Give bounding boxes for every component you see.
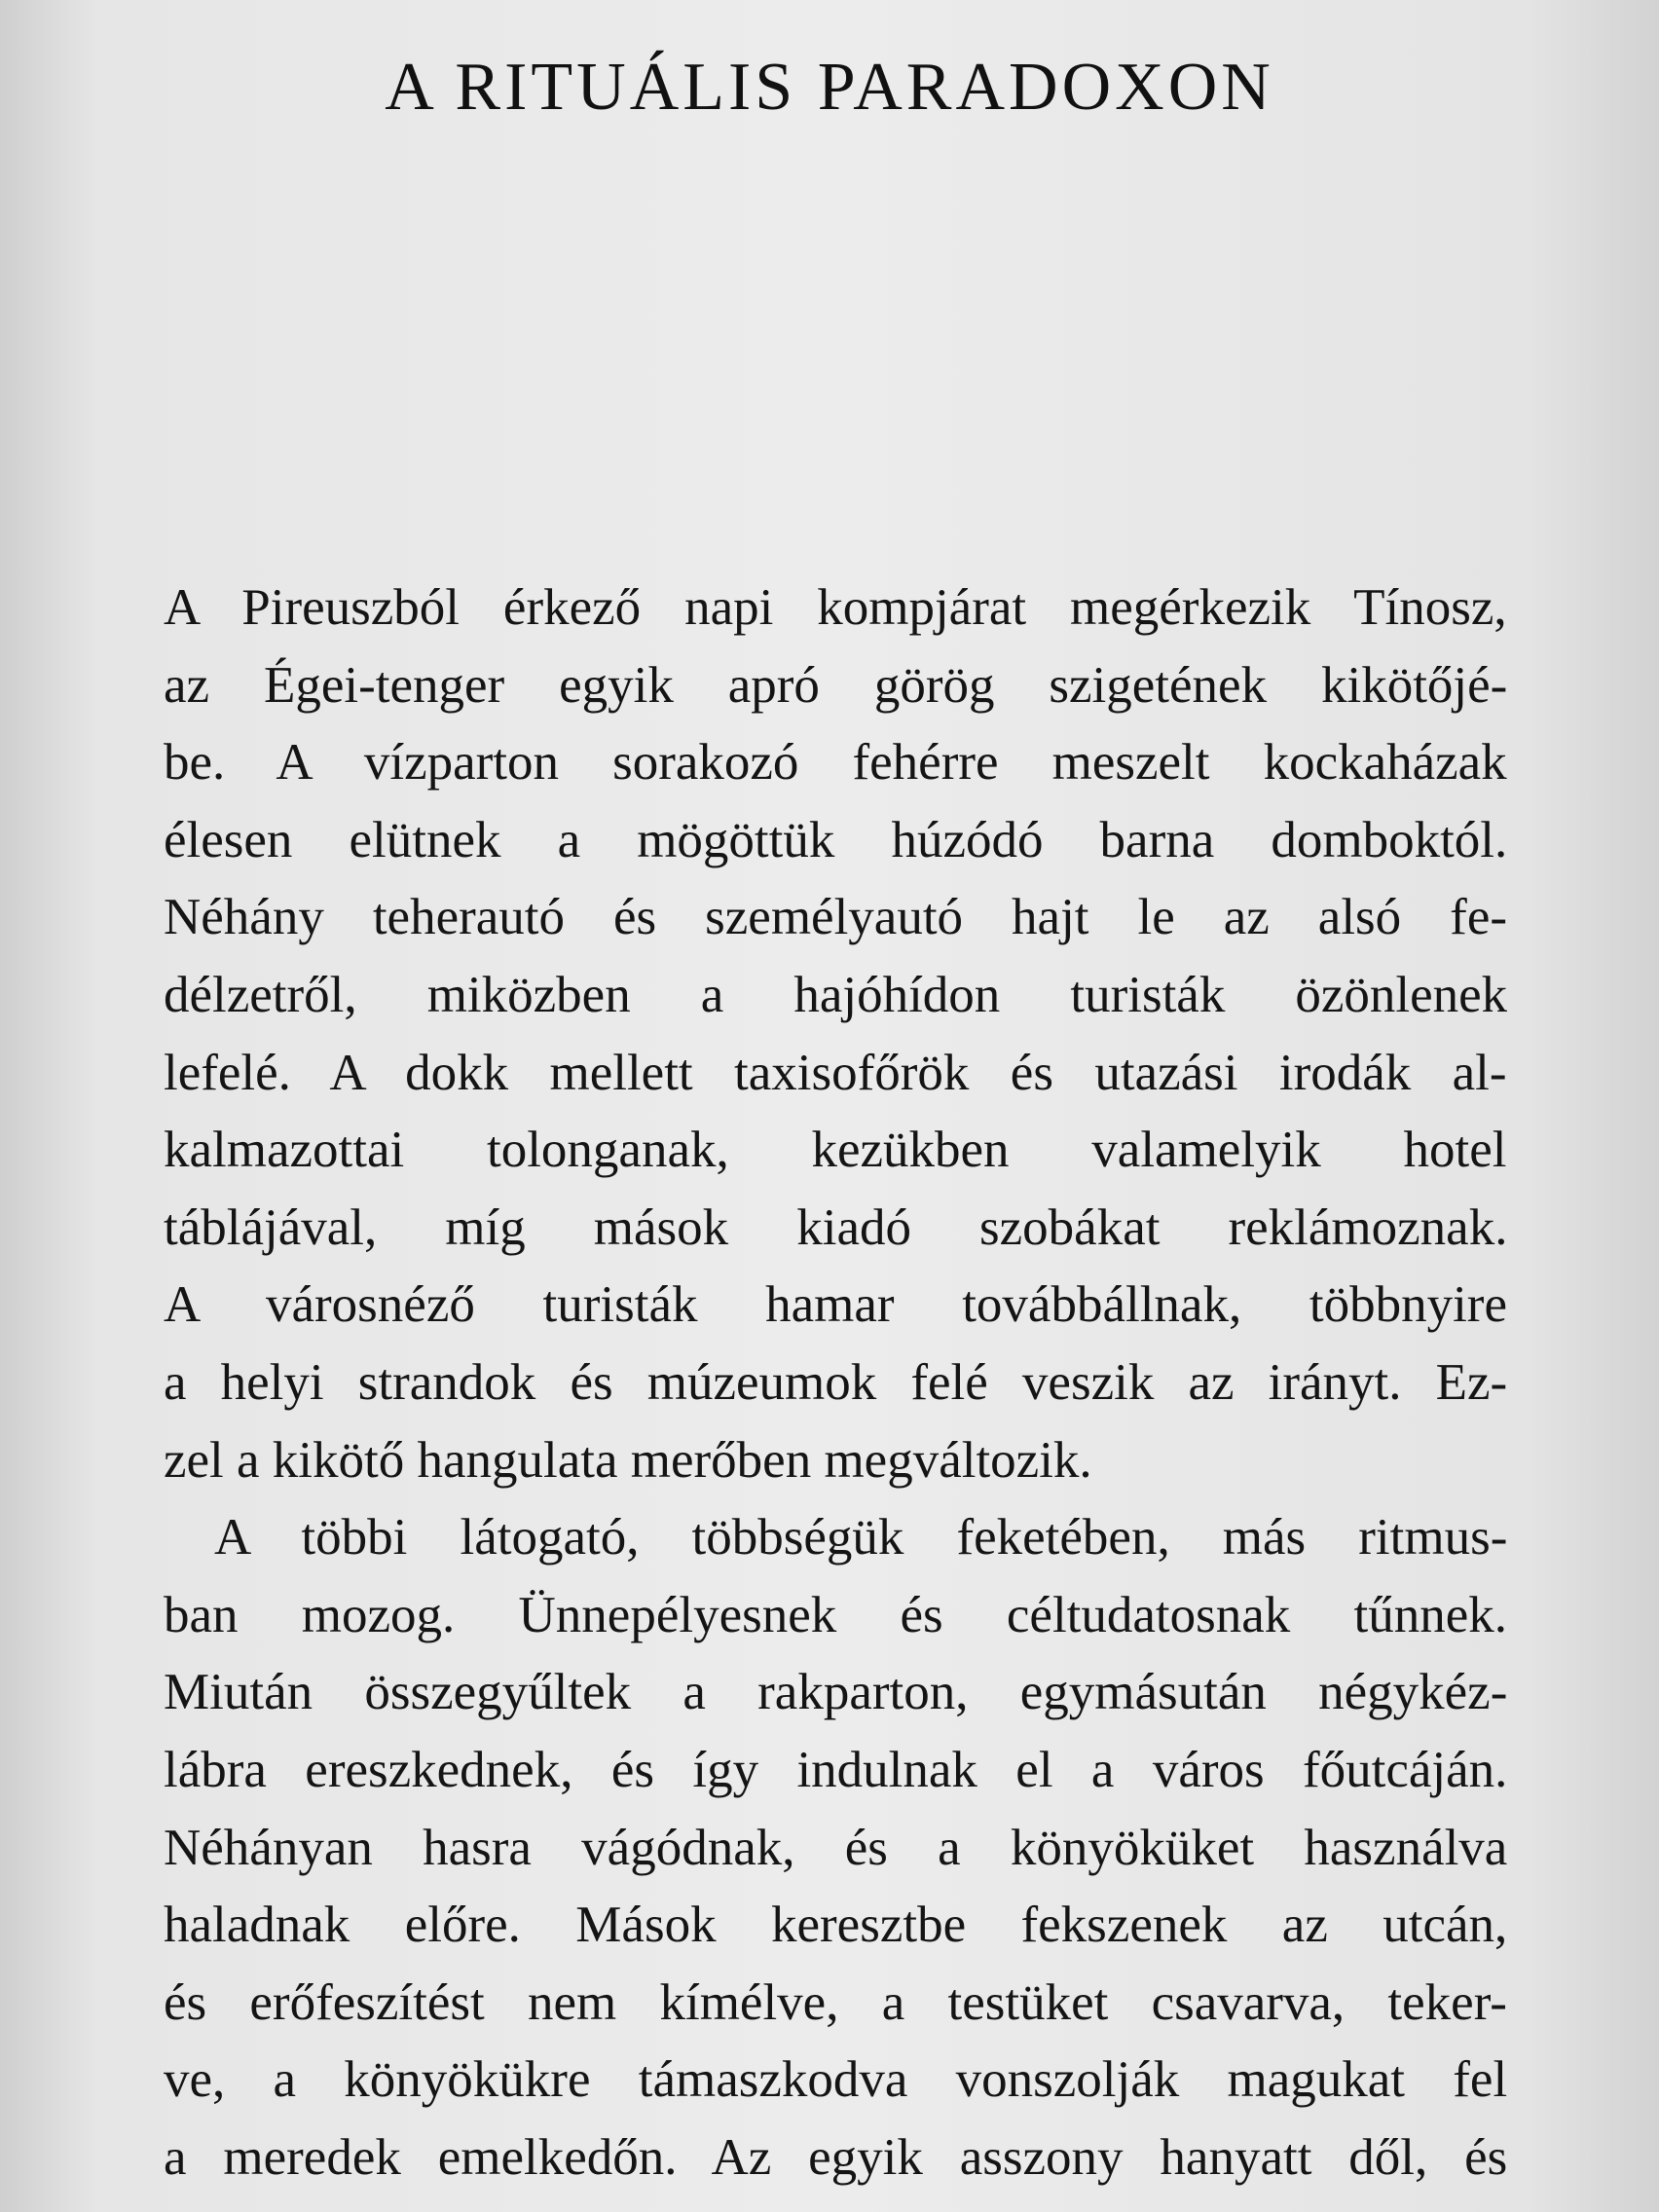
chapter-title: A RITUÁLIS PARADOXON [385, 50, 1274, 125]
text-line: kalmazottai tolonganak, kezükben valamelyik hotel [164, 1122, 1507, 1179]
text-line: délzetről, miközben a hajóhídon turisták özönlenek [164, 966, 1507, 1023]
text-line: élesen elütnek a mögöttük húzódó barna domboktól. [164, 811, 1507, 868]
text-line: ve, a könyökükre támaszkodva vonszolják magukat fel [164, 2051, 1507, 2109]
paragraph-2 [164, 1499, 1507, 2196]
text-line: be. A vízparton sorakozó fehérre meszelt kockaházak [164, 734, 1507, 792]
text-line: A Pireuszból érkező napi kompjárat megérkezik Tínosz, [164, 579, 1507, 636]
text-line: A többi látogató, többségük feketében, más ritmus- [214, 1509, 1507, 1567]
text-line: lefelé. A dokk mellett taxisofőrök és utazási irodák al- [164, 1044, 1507, 1101]
text-line: és erőfeszítést nem kímélve, a testüket csavarva, teker- [164, 1973, 1507, 2031]
text-line: zel a kikötő hangulata merőben megváltozik. [164, 1431, 1092, 1489]
text-line: a helyi strandok és múzeumok felé veszik az irányt. Ez- [164, 1353, 1507, 1411]
body-text [164, 570, 1507, 2196]
text-line: a meredek emelkedőn. Az egyik asszony hanyatt dől, és [164, 2128, 1507, 2186]
text-line: Miután összegyűltek a rakparton, egymásután négykéz- [164, 1664, 1507, 1721]
text-line: táblájával, míg mások kiadó szobákat reklámoznak. [164, 1198, 1507, 1256]
text-line: az Égei-tenger egyik apró görög szigetének kikötőjé- [164, 656, 1507, 714]
text-line: Néhányan hasra vágódnak, és a könyöküket használva [164, 1819, 1507, 1876]
text-line: ban mozog. Ünnepélyesnek és céltudatosnak tűnnek. [164, 1586, 1507, 1643]
text-line: A városnéző turisták hamar továbbállnak, többnyire [164, 1276, 1507, 1334]
text-line: lábra ereszkednek, és így indulnak el a város főutcáján. [164, 1741, 1507, 1798]
text-line: haladnak előre. Mások keresztbe fekszenek az utcán, [164, 1897, 1507, 1954]
paragraph-1 [164, 570, 1507, 1499]
text-line: Néhány teherautó és személyautó hajt le az alsó fe- [164, 889, 1507, 946]
